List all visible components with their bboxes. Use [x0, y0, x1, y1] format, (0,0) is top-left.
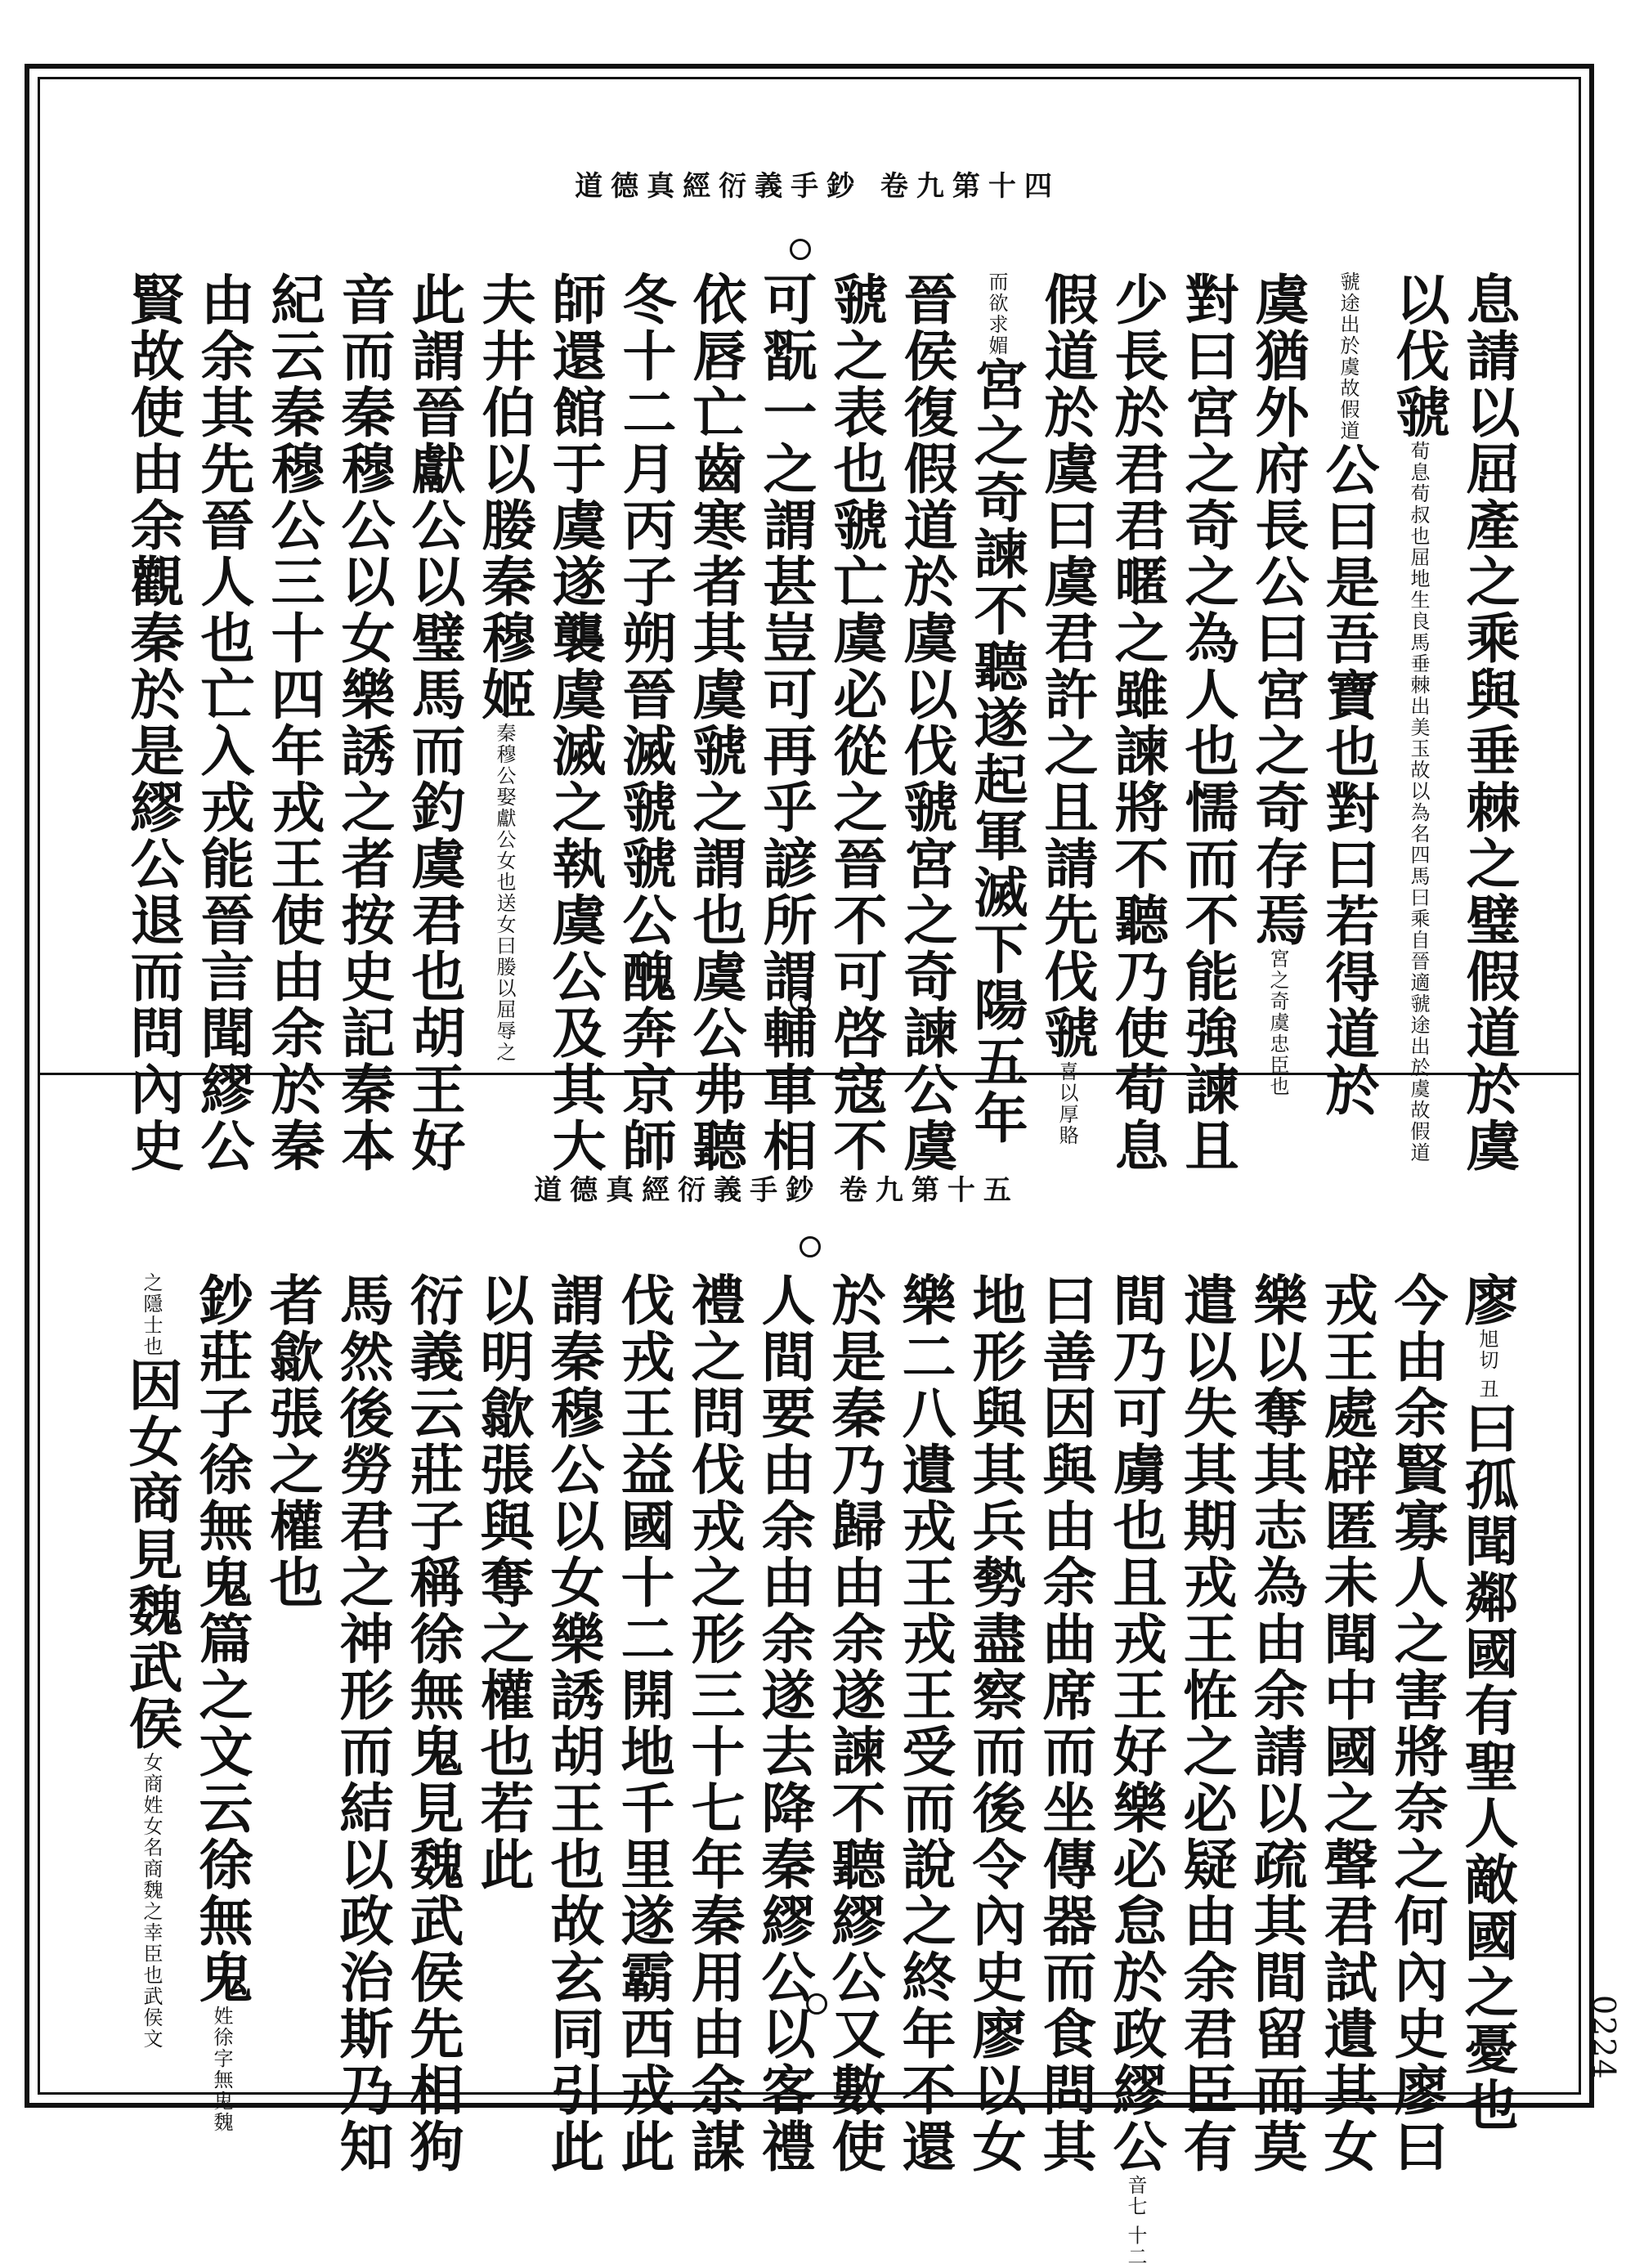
text-column — [1104, 1272, 1167, 2268]
column-text: 依唇亡齒寒者其虞虢之謂也虞公弗聽 — [683, 271, 747, 1174]
column-text: 以伐虢 — [1386, 271, 1450, 441]
column-text: 馬然後勞君之神形而結以政治斯乃知 — [330, 1272, 394, 2175]
column-text: 以明歙張與奪之權也若此 — [471, 1272, 535, 1893]
text-column — [1033, 1272, 1097, 2175]
text-column — [1455, 1272, 1519, 2134]
annotation-note: 姓徐字無鬼魏 — [210, 2006, 233, 2133]
column-text: 少長於君君暱之雖諫將不聽乃使荀息 — [1105, 271, 1169, 1174]
text-column — [1315, 1272, 1378, 2175]
column-text: 伐戎王益國十二開地千里遂霸西戎此 — [611, 1272, 675, 2175]
column-text: 樂二八遺戎王戎王受而說之終年不還 — [893, 1272, 956, 2175]
column-text: 對曰宮之奇之為人也懦而不能強諫且 — [1176, 271, 1239, 1174]
text-column — [1386, 271, 1450, 1163]
text-column — [963, 1272, 1027, 2175]
annotation-note: 女商姓女名商魏之幸臣也武侯文 — [140, 1752, 163, 2050]
text-column — [1457, 271, 1521, 1174]
text-column — [190, 1272, 253, 2133]
column-text: 息請以屈產之乘與垂棘之璧假道於虞 — [1457, 271, 1521, 1174]
text-column — [332, 271, 396, 1174]
text-column — [401, 1272, 464, 2175]
column-text: 曰善因與由余曲席而坐傳器而食問其 — [1033, 1272, 1097, 2175]
column-text: 間乃可虜也且戎王好樂必怠於政繆公 — [1104, 1272, 1167, 2175]
text-column — [824, 271, 888, 1174]
column-text: 鈔莊子徐無鬼篇之文云徐無鬼 — [190, 1272, 253, 2006]
text-column — [543, 271, 607, 1174]
column-text: 公曰是吾寶也對曰若得道於 — [1316, 441, 1380, 1118]
annotation-note: 秦穆公娶獻公女也送女曰媵以屈辱之 — [493, 723, 516, 1063]
text-column — [682, 1272, 746, 2175]
annotation-note: 喜以厚賂 — [1055, 1061, 1078, 1146]
column-text: 禮之問伐戎之形三十七年秦用由余謀 — [682, 1272, 746, 2175]
text-column — [965, 271, 1028, 1146]
annotation-note: 而欲求媚 — [985, 271, 1008, 356]
column-text: 曰孤聞鄰國有聖人敵國之憂也 — [1455, 1400, 1519, 2134]
column-text: 遣以失其期戎王恠之必疑由余君臣有 — [1174, 1272, 1238, 2175]
column-text: 戎王處辟匿未聞中國之聲君試遺其女 — [1315, 1272, 1378, 2175]
column-text: 夫井伯以媵秦穆姬 — [473, 271, 536, 723]
text-column — [1316, 271, 1380, 1118]
column-text: 謂秦穆公以女樂誘胡王也故玄同引此 — [541, 1272, 605, 2175]
column-text: 衍義云莊子稱徐無鬼見魏武侯先相狗 — [401, 1272, 464, 2175]
text-column — [613, 271, 677, 1174]
text-column — [1176, 271, 1239, 1174]
text-column — [541, 1272, 605, 2175]
text-column — [894, 271, 958, 1174]
text-column — [1105, 271, 1169, 1174]
column-text: 於是秦乃歸由余遂諫不聽繆公又數使 — [822, 1272, 886, 2175]
text-column — [473, 271, 536, 1063]
text-column — [262, 271, 325, 1174]
page-number: 0224 — [1586, 1995, 1622, 2081]
column-text: 樂以奪其志為由余請以疏其間留而莫 — [1244, 1272, 1308, 2175]
column-text: 賢故使由余觀秦於是繆公退而問內史 — [121, 271, 185, 1174]
top-header: 道德真經衍義手鈔 卷九第十四 — [575, 170, 1060, 203]
text-column — [1174, 1272, 1238, 2175]
annotation-note: 荀息荀叔也屈地生良馬垂棘出美玉故以為名四馬曰乘自晉適虢途出於虞故假道 — [1407, 441, 1430, 1163]
column-text: 因女商見魏武侯 — [119, 1357, 183, 1752]
text-column — [754, 271, 818, 1174]
text-column — [471, 1272, 535, 1893]
column-text: 晉侯復假道於虞以伐虢宮之奇諫公虞 — [894, 271, 958, 1174]
text-column — [191, 271, 255, 1174]
text-column — [1035, 271, 1099, 1146]
annotation-note: 宮之奇虞忠臣也 — [1266, 948, 1289, 1097]
punctuation-circle — [790, 239, 811, 260]
column-text: 宮之奇諫不聽遂起軍滅下陽五年 — [965, 356, 1028, 1146]
text-column — [611, 1272, 675, 2175]
punctuation-circle — [800, 1236, 821, 1257]
column-text: 可翫一之謂甚豈可再乎諺所謂輔車相 — [754, 271, 818, 1174]
text-column — [260, 1272, 324, 1611]
text-column — [893, 1272, 956, 2175]
column-text: 虞猶外府長公曰宮之奇存焉 — [1246, 271, 1310, 948]
column-text: 音而秦穆公以女樂誘之者按史記秦本 — [332, 271, 396, 1174]
column-text: 假道於虞曰虞君許之且請先伐虢 — [1035, 271, 1099, 1061]
text-column — [752, 1272, 816, 2175]
annotation-note: 音七 十二 — [1124, 2175, 1147, 2268]
text-column — [121, 271, 185, 1174]
text-column — [1244, 1272, 1308, 2175]
column-text: 者歙張之權也 — [260, 1272, 324, 1611]
text-column — [119, 1272, 183, 2050]
column-text: 由余其先晉人也亡入戎能晉言聞繆公 — [191, 271, 255, 1174]
column-text: 虢之表也虢亡虞必從之晉不可啓寇不 — [824, 271, 888, 1174]
column-text: 今由余賢寡人之害將奈之何內史廖曰 — [1385, 1272, 1449, 2175]
annotation-note: 虢途出於虞故假道 — [1337, 271, 1360, 441]
column-text: 地形與其兵勢盡察而後令內史廖以女 — [963, 1272, 1027, 2175]
column-text: 紀云秦穆公三十四年戎王使由余於秦 — [262, 271, 325, 1174]
text-column — [402, 271, 466, 1174]
text-column — [330, 1272, 394, 2175]
annotation-note: 旭切 丑 — [1476, 1329, 1498, 1401]
column-text: 廖 — [1455, 1272, 1519, 1329]
text-column — [1385, 1272, 1449, 2175]
text-column — [822, 1272, 886, 2175]
annotation-note: 之隱士也 — [140, 1272, 163, 1357]
column-text: 此謂晉獻公以璧馬而釣虞君也胡王好 — [402, 271, 466, 1174]
text-column — [1246, 271, 1310, 1097]
column-text: 師還館于虞遂襲虞滅之執虞公及其大 — [543, 271, 607, 1174]
column-text: 人間要由余由余遂去降秦繆公以客禮 — [752, 1272, 816, 2175]
column-text: 冬十二月丙子朔晉滅虢虢公醜奔京師 — [613, 271, 677, 1174]
bottom-header: 道德真經衍義手鈔 卷九第十五 — [534, 1174, 1019, 1207]
text-column — [683, 271, 747, 1174]
